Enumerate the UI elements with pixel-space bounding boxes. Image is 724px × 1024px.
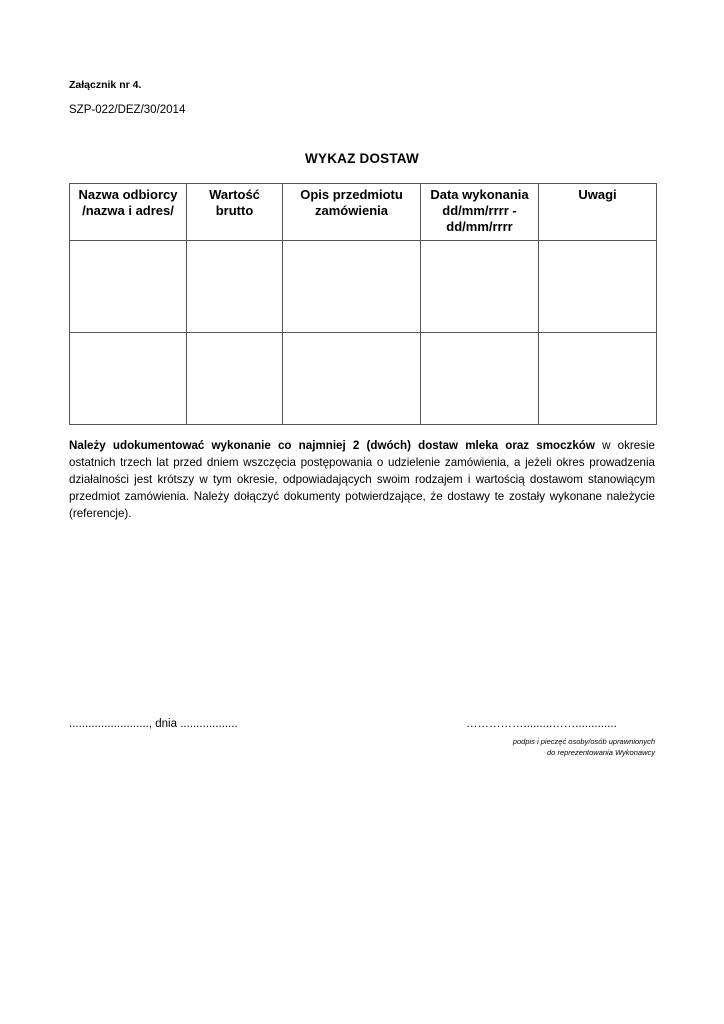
instruction-note-text: w okresie ostatnich trzech lat przed dniem wszczęcia postępowania o udzielenie zamówienia, a jeżeli okres prowadzenia działalności jest krótszy w tym okresie, odpowiadających swoim rodzajem i wartością dostawom stanowiącym przedmiot zamówienia. Należy dołączyć dokumenty potwierdzające, że dostawy te zostały wykonane należycie (referencje). bbox=[69, 439, 655, 520]
column-header-description: Opis przedmiotu zamówienia bbox=[283, 184, 421, 241]
page-title: WYKAZ DOSTAW bbox=[305, 151, 419, 166]
table-cell bbox=[70, 333, 187, 425]
deliveries-table bbox=[69, 183, 657, 425]
table-cell bbox=[187, 241, 283, 333]
attachment-label: Załącznik nr 4. bbox=[69, 79, 142, 91]
table-cell bbox=[70, 241, 187, 333]
table-cell bbox=[539, 333, 657, 425]
table-cell bbox=[283, 333, 421, 425]
table-header-row bbox=[70, 184, 657, 241]
table-cell bbox=[539, 241, 657, 333]
signature-caption-line-2: do reprezentowania Wykonawcy bbox=[547, 748, 655, 757]
instruction-note bbox=[69, 437, 655, 522]
place-date-line: ........................., dnia .................. bbox=[69, 718, 238, 730]
signature-caption-line-1: podpis i pieczęć osoby/osób uprawnionych bbox=[512, 737, 655, 746]
reference-number: SZP-022/DEZ/30/2014 bbox=[69, 104, 186, 116]
table-cell bbox=[283, 241, 421, 333]
signature-caption bbox=[395, 736, 655, 758]
column-header-recipient: Nazwa odbiorcy /nazwa i adres/ bbox=[70, 184, 187, 241]
column-header-remarks: Uwagi bbox=[539, 184, 657, 241]
table-cell bbox=[421, 241, 539, 333]
column-header-date: Data wykonania dd/mm/rrrr - dd/mm/rrrr bbox=[421, 184, 539, 241]
table-cell bbox=[421, 333, 539, 425]
table-row bbox=[70, 241, 657, 333]
table-row bbox=[70, 333, 657, 425]
table-cell bbox=[187, 333, 283, 425]
column-header-value: Wartość brutto bbox=[187, 184, 283, 241]
signature-line: …………….........……............. bbox=[466, 718, 617, 730]
instruction-note-bold: Należy udokumentować wykonanie co najmniej 2 (dwóch) dostaw mleka oraz smoczków bbox=[69, 439, 595, 452]
